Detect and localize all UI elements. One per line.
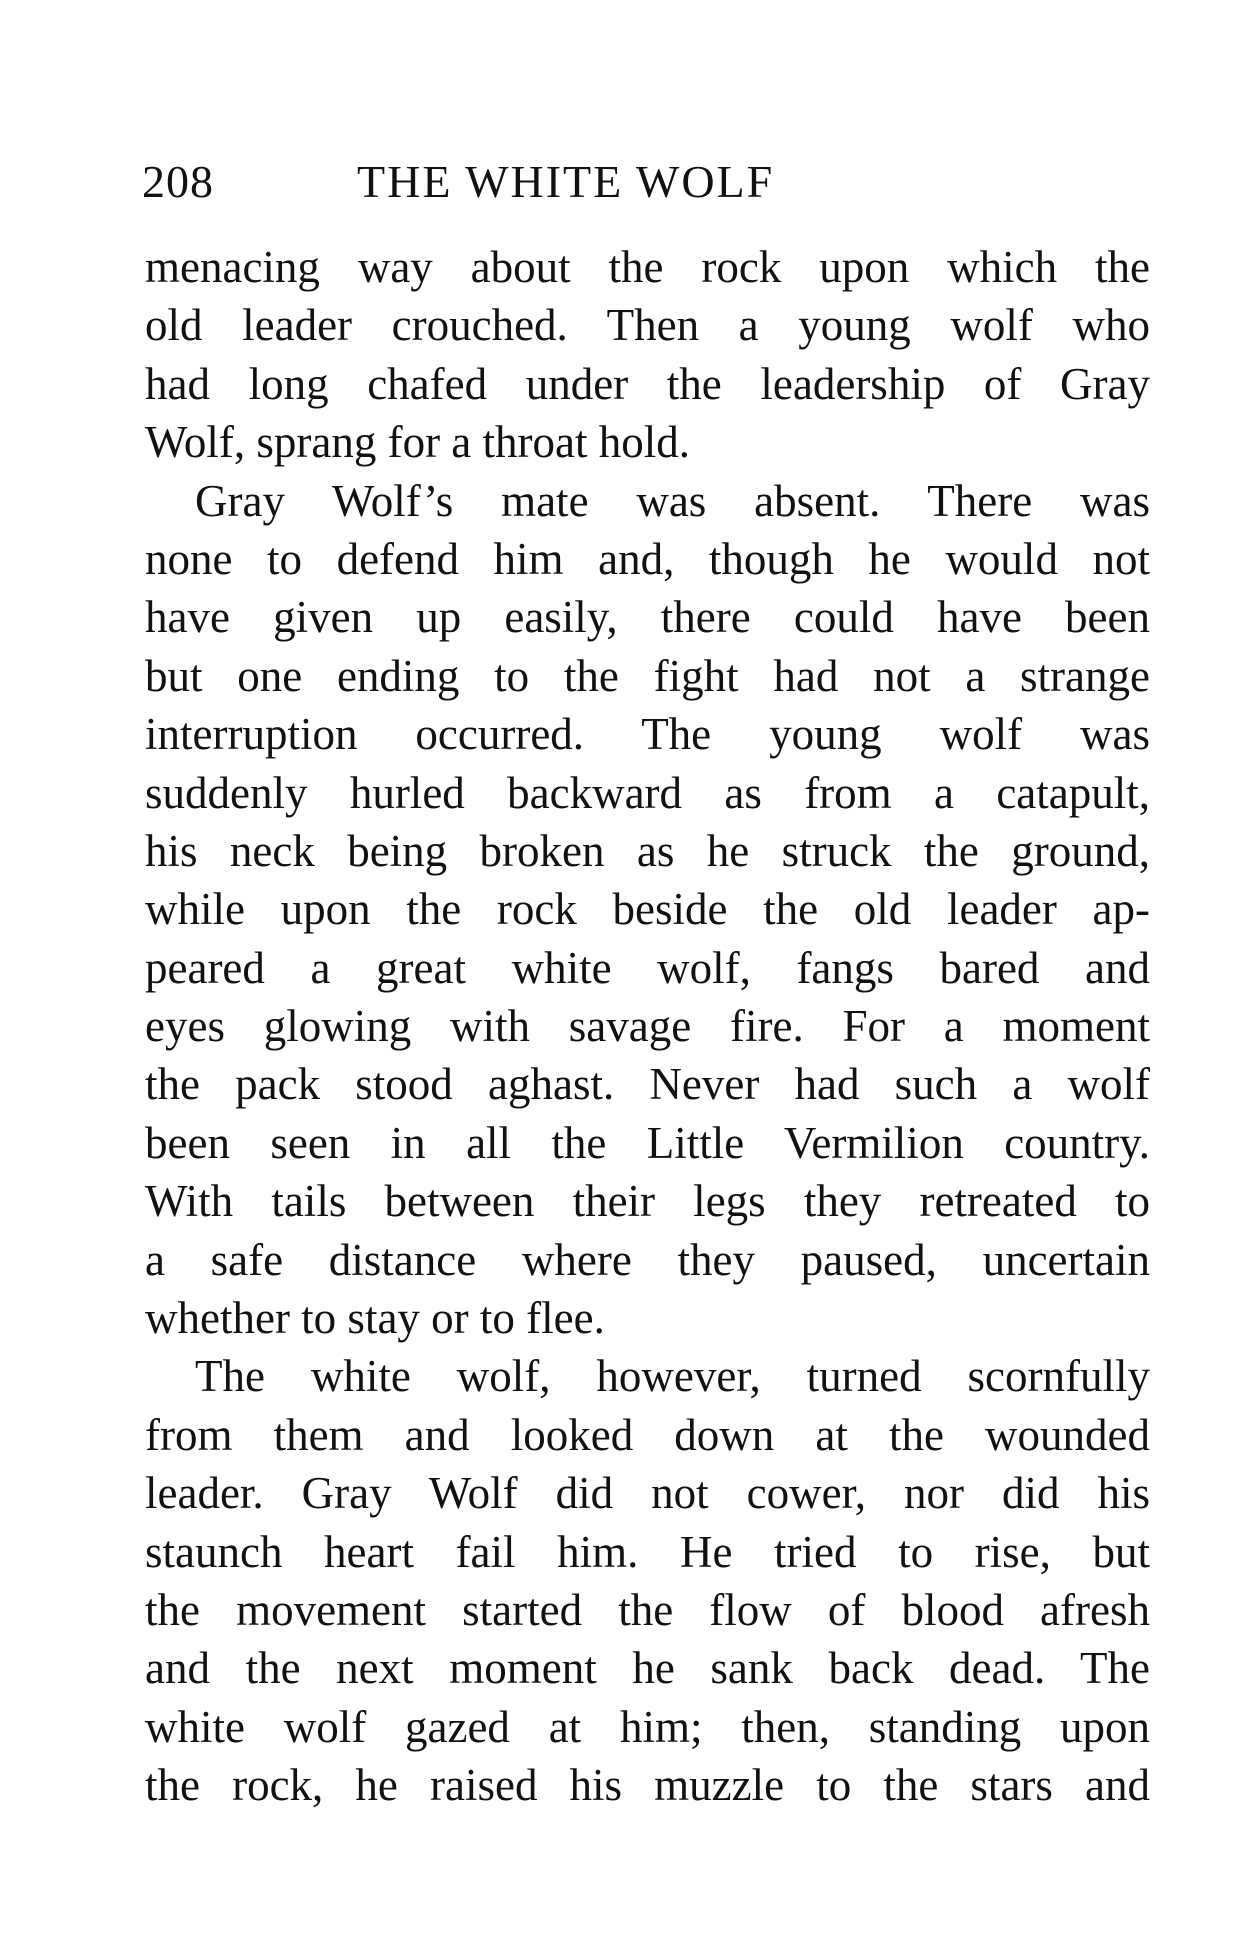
running-head xyxy=(142,152,1152,212)
text-line: menacing way about the rock upon which the xyxy=(145,242,1150,292)
page-number: 208 xyxy=(142,156,214,207)
text-line: old leader crouched. Then a young wolf who xyxy=(145,300,1150,351)
text-line: Wolf, sprang for a throat hold. xyxy=(145,417,690,468)
text-line: Gray Wolf’s mate was absent. There was xyxy=(195,475,1150,526)
text-line: white wolf gazed at him; then, standing upon xyxy=(145,1701,1150,1752)
text-line: With tails between their legs they retreated to xyxy=(145,1176,1150,1227)
text-line: suddenly hurled backward as from a catapult, xyxy=(145,767,1150,818)
body-text xyxy=(145,238,1150,1815)
text-line: staunch heart fail him. He tried to rise, but xyxy=(145,1526,1150,1577)
text-line: the rock, he raised his muzzle to the stars and xyxy=(145,1760,1150,1811)
text-line: interruption occurred. The young wolf was xyxy=(145,709,1150,760)
text-line: eyes glowing with savage fire. For a moment xyxy=(145,1001,1150,1052)
text-line: The white wolf, however, turned scornfully xyxy=(195,1351,1150,1402)
text-line: while upon the rock beside the old leader ap- xyxy=(145,884,1150,935)
text-line: and the next moment he sank back dead. The xyxy=(145,1643,1150,1694)
text-line: had long chafed under the leadership of Gray xyxy=(145,358,1150,409)
text-line: none to defend him and, though he would not xyxy=(145,533,1150,584)
text-line: the movement started the flow of blood afresh xyxy=(145,1584,1150,1635)
text-line: the pack stood aghast. Never had such a wolf xyxy=(145,1059,1150,1110)
text-line: have given up easily, there could have been xyxy=(145,592,1150,643)
text-line: a safe distance where they paused, uncertain xyxy=(145,1234,1150,1285)
text-line: peared a great white wolf, fangs bared and xyxy=(145,942,1150,993)
running-title: THE WHITE WOLF xyxy=(357,156,775,207)
text-line: leader. Gray Wolf did not cower, nor did his xyxy=(145,1468,1150,1519)
text-line: from them and looked down at the wounded xyxy=(145,1409,1150,1460)
text-line: but one ending to the fight had not a strange xyxy=(145,650,1150,701)
text-line: been seen in all the Little Vermilion country. xyxy=(145,1117,1150,1168)
text-line: whether to stay or to flee. xyxy=(145,1293,605,1344)
text-line: his neck being broken as he struck the ground, xyxy=(145,825,1150,876)
